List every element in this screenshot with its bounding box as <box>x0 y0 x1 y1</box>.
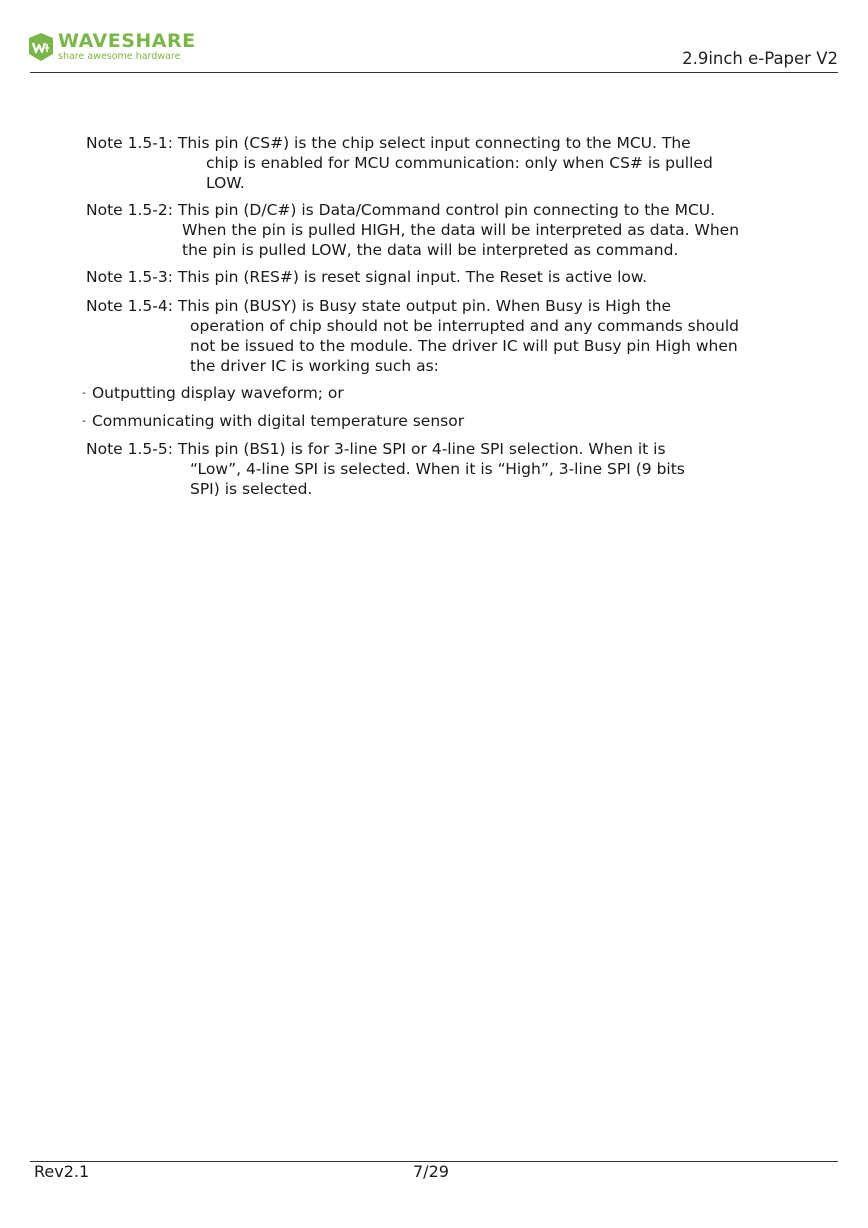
waveshare-logo <box>27 31 197 65</box>
note-1-5-2 <box>86 200 739 260</box>
document-title: 2.9inch e-Paper V2 <box>682 49 838 68</box>
bullet-text: Outputting display waveform; or <box>91 384 344 402</box>
note-text-line: the pin is pulled LOW, the data will be interpreted as command. <box>182 241 679 259</box>
note-1-5-4 <box>86 296 739 376</box>
note-1-5-3 <box>86 267 647 287</box>
note-text-line: operation of chip should not be interrupted and any commands should <box>190 317 740 335</box>
logo-wordmark: WAVESHARE <box>58 30 196 52</box>
note-1-5-1 <box>86 133 713 193</box>
note-text-line: This pin (D/C#) is Data/Command control pin connecting to the MCU. <box>177 201 716 219</box>
note-label: Note 1.5-3: <box>86 268 173 286</box>
note-1-5-5 <box>86 439 685 499</box>
note-text-line: “Low”, 4-line SPI is selected. When it is “High”, 3-line SPI (9 bits <box>190 460 685 478</box>
revision-label: Rev2.1 <box>34 1162 90 1181</box>
bullet-dash: - <box>82 386 86 399</box>
note-text-line: chip is enabled for MCU communication: only when CS# is pulled <box>206 154 713 172</box>
bullet-text: Communicating with digital temperature sensor <box>91 412 465 430</box>
note-text-line: This pin (BS1) is for 3-line SPI or 4-line SPI selection. When it is <box>177 440 666 458</box>
note-text-line: the driver IC is working such as: <box>190 357 439 375</box>
bullet-item <box>82 411 464 431</box>
note-label: Note 1.5-1: <box>86 134 173 152</box>
header-divider <box>30 72 838 73</box>
page-number: 7/29 <box>413 1162 449 1181</box>
bullet-item <box>82 383 344 403</box>
note-text-line: not be issued to the module. The driver IC will put Busy pin High when <box>190 337 738 355</box>
waveshare-logo-icon <box>27 32 55 62</box>
note-text-line: This pin (RES#) is reset signal input. The Reset is active low. <box>177 268 648 286</box>
note-text-line: When the pin is pulled HIGH, the data will be interpreted as data. When <box>182 221 740 239</box>
bullet-dash: - <box>82 414 86 427</box>
note-label: Note 1.5-5: <box>86 440 173 458</box>
note-text-line: This pin (CS#) is the chip select input connecting to the MCU. The <box>177 134 691 152</box>
logo-tagline: share awesome hardware <box>58 51 181 62</box>
note-text-line: This pin (BUSY) is Busy state output pin. When Busy is High the <box>177 297 672 315</box>
note-label: Note 1.5-4: <box>86 297 173 315</box>
note-text-line: SPI) is selected. <box>190 480 313 498</box>
note-label: Note 1.5-2: <box>86 201 173 219</box>
note-text-line: LOW. <box>206 174 245 192</box>
